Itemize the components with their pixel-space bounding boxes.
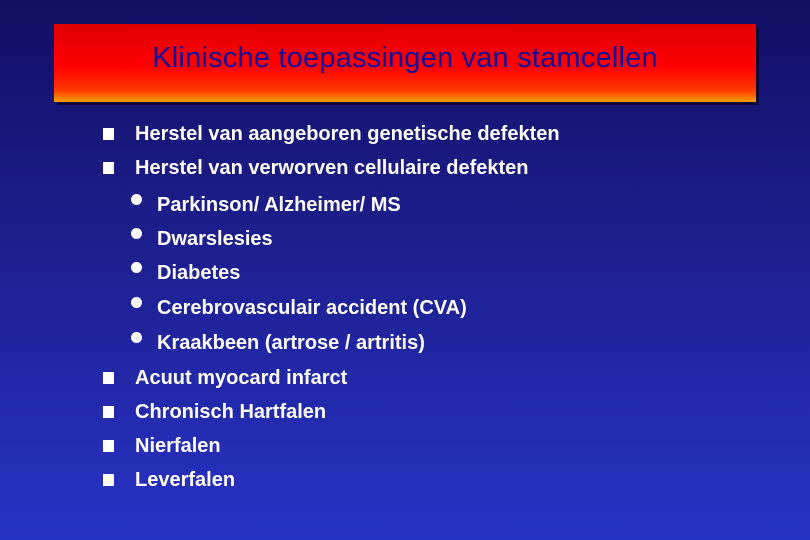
list-item xyxy=(103,395,326,429)
dot-bullet-icon xyxy=(131,194,142,205)
square-bullet-icon xyxy=(103,162,114,174)
list-item xyxy=(103,429,221,463)
sub-list-item-text: Dwarslesies xyxy=(157,227,273,250)
sub-list-item xyxy=(131,222,273,256)
list-item xyxy=(103,463,235,497)
square-bullet-icon xyxy=(103,440,114,452)
dot-bullet-icon xyxy=(131,228,142,239)
sub-list-item xyxy=(131,291,467,325)
slide-title: Klinische toepassingen van stamcellen xyxy=(152,41,658,74)
sub-list-item xyxy=(131,188,401,222)
list-item-text: Herstel van aangeboren genetische defekten xyxy=(135,122,560,145)
list-item-text: Herstel van verworven cellulaire defekten xyxy=(135,156,529,179)
square-bullet-icon xyxy=(103,474,114,486)
dot-bullet-icon xyxy=(131,262,142,273)
list-item-text: Acuut myocard infarct xyxy=(135,366,348,389)
list-item-text: Leverfalen xyxy=(135,468,236,491)
square-bullet-icon xyxy=(103,372,114,384)
list-item xyxy=(103,361,347,395)
list-item-text: Chronisch Hartfalen xyxy=(135,400,327,423)
square-bullet-icon xyxy=(103,128,114,140)
sub-list-item-text: Kraakbeen (artrose / artritis) xyxy=(157,331,425,354)
list-item xyxy=(103,117,560,151)
list-item xyxy=(103,151,529,185)
sub-list-item xyxy=(131,256,240,290)
title-banner xyxy=(54,24,756,102)
sub-list-item-text: Cerebrovasculair accident (CVA) xyxy=(157,296,467,319)
sub-list-item xyxy=(131,326,425,360)
dot-bullet-icon xyxy=(131,332,142,343)
list-item-text: Nierfalen xyxy=(135,434,221,457)
sub-list-item-text: Parkinson/ Alzheimer/ MS xyxy=(157,193,401,216)
sub-list-item-text: Diabetes xyxy=(157,261,241,284)
dot-bullet-icon xyxy=(131,297,142,308)
square-bullet-icon xyxy=(103,406,114,418)
